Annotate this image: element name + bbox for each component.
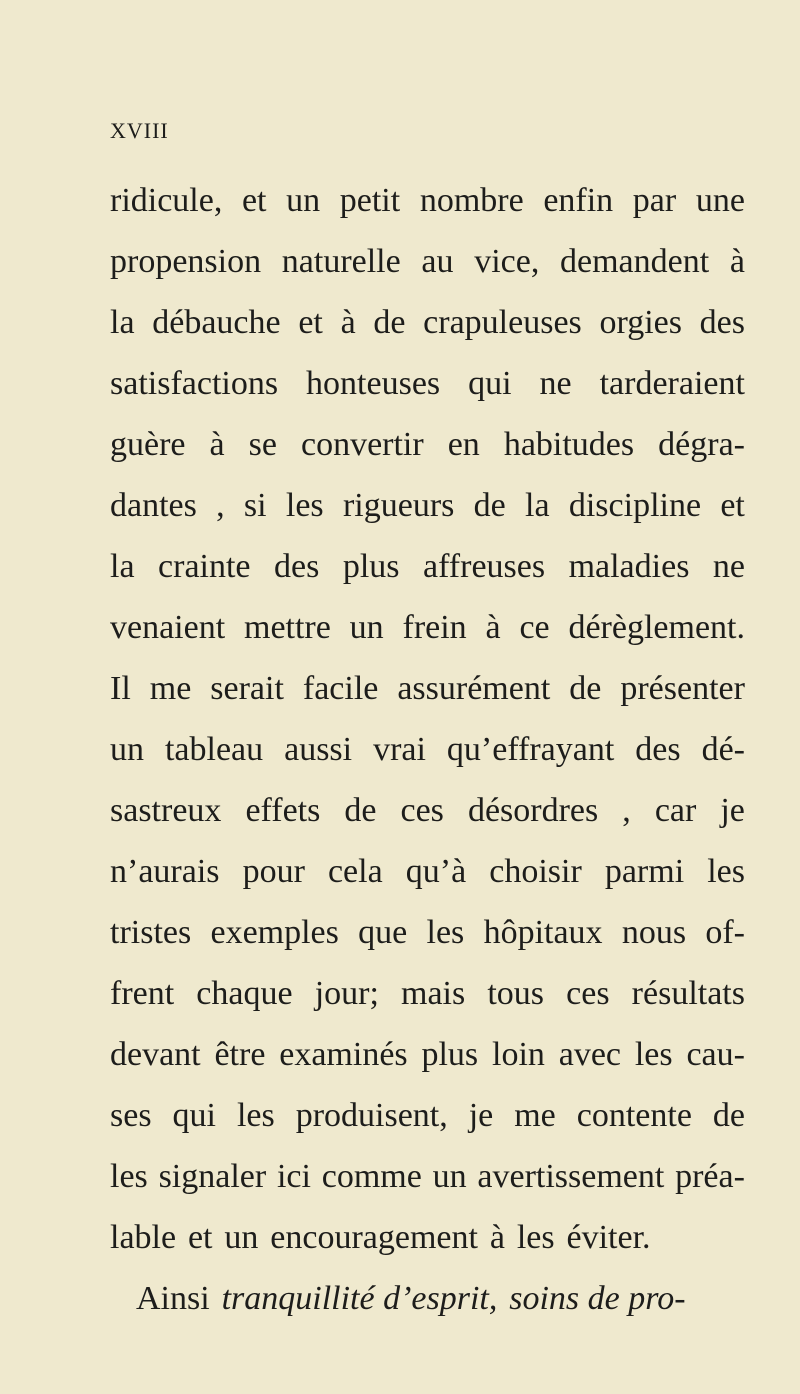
word: mettre — [244, 609, 331, 646]
word: devant — [110, 1036, 201, 1073]
word: et — [720, 487, 745, 524]
word: de — [344, 792, 377, 829]
word: être — [214, 1036, 266, 1073]
word: lable — [110, 1219, 177, 1256]
word: la — [110, 548, 135, 585]
word: les — [426, 914, 465, 951]
word: crapuleuses — [423, 304, 582, 341]
word: à — [729, 243, 745, 280]
word: un — [110, 731, 144, 768]
word: des — [274, 548, 320, 585]
word: examinés — [279, 1036, 408, 1073]
word: qui — [468, 365, 512, 402]
word: demandent — [560, 243, 710, 280]
text-line — [110, 1085, 745, 1146]
word: assurément — [397, 670, 551, 707]
text-line — [110, 475, 745, 536]
text-line — [110, 658, 745, 719]
word: à — [340, 304, 356, 341]
word: hôpitaux — [483, 914, 603, 951]
text-line — [110, 536, 745, 597]
word: tristes — [110, 914, 192, 951]
word: Il — [110, 670, 131, 707]
word: crainte — [158, 548, 251, 585]
word: dé- — [701, 731, 745, 768]
word: débauche — [152, 304, 281, 341]
word: sastreux — [110, 792, 222, 829]
word: produisent, — [295, 1097, 448, 1134]
word: satisfactions — [110, 365, 279, 402]
word: naturelle — [281, 243, 401, 280]
text-line — [110, 414, 745, 475]
text-line — [110, 1146, 745, 1207]
word: se — [248, 426, 277, 463]
word: venaient — [110, 609, 226, 646]
word: je — [468, 1097, 494, 1134]
word: cau- — [686, 1036, 745, 1073]
word: facile — [302, 670, 379, 707]
text-line — [110, 353, 745, 414]
word: ridicule, — [110, 182, 223, 219]
word: de — [712, 1097, 745, 1134]
word: les — [236, 1097, 275, 1134]
word: rigueurs — [342, 487, 455, 524]
word: pour — [242, 853, 305, 890]
word: , — [216, 487, 225, 524]
word: orgies — [599, 304, 682, 341]
word: chaque — [196, 975, 293, 1012]
word: la — [525, 487, 550, 524]
word: une — [695, 182, 745, 219]
word: comme — [321, 1158, 422, 1195]
word: maladies — [568, 548, 690, 585]
word: frein — [402, 609, 467, 646]
word: contente — [576, 1097, 692, 1134]
word: avertissement — [477, 1158, 665, 1195]
word: avec — [558, 1036, 622, 1073]
word: ses — [110, 1097, 152, 1134]
word: à — [209, 426, 225, 463]
word: en — [447, 426, 480, 463]
word: et — [187, 1219, 213, 1256]
word: petit — [339, 182, 401, 219]
word: préa- — [675, 1158, 745, 1195]
word: un — [224, 1219, 259, 1256]
word: choisir — [489, 853, 582, 890]
word: of- — [705, 914, 745, 951]
paragraph — [110, 170, 745, 1329]
word: propension — [110, 243, 262, 280]
word: ne — [712, 548, 745, 585]
word: dantes — [110, 487, 197, 524]
word: me — [514, 1097, 556, 1134]
word: présenter — [620, 670, 745, 707]
word: ici — [276, 1158, 311, 1195]
word: convertir — [300, 426, 424, 463]
text-line — [110, 170, 745, 231]
text-line — [110, 841, 745, 902]
word: un — [432, 1158, 467, 1195]
word: effets — [245, 792, 321, 829]
word: nombre — [419, 182, 524, 219]
word: car — [654, 792, 697, 829]
word: les — [516, 1219, 555, 1256]
word: tarderaient — [599, 365, 745, 402]
word: exemples — [210, 914, 339, 951]
word: les — [707, 853, 745, 890]
word: les — [110, 1158, 148, 1195]
word: des — [635, 731, 681, 768]
word: aussi — [284, 731, 353, 768]
text-line — [110, 719, 745, 780]
word: par — [632, 182, 677, 219]
text-line — [110, 902, 745, 963]
word: me — [149, 670, 192, 707]
word: enfin — [543, 182, 614, 219]
word: , — [622, 792, 631, 829]
text-line — [110, 1024, 745, 1085]
word: qui — [172, 1097, 216, 1134]
word: tableau — [164, 731, 264, 768]
word: dérèglement. — [568, 609, 745, 646]
word: qu’à — [405, 853, 467, 890]
word: de — [373, 304, 406, 341]
word: à — [489, 1219, 505, 1256]
word: les — [634, 1036, 673, 1073]
word: désordres — [467, 792, 599, 829]
text-line — [110, 780, 745, 841]
word: plus — [421, 1036, 479, 1073]
word: n’aurais — [110, 853, 220, 890]
word: un — [349, 609, 384, 646]
word: des — [699, 304, 745, 341]
word: et — [298, 304, 323, 341]
word: résultats — [631, 975, 745, 1012]
word: de — [569, 670, 602, 707]
word: signaler — [158, 1158, 267, 1195]
word: nous — [621, 914, 687, 951]
text-line — [110, 1207, 745, 1268]
word: et — [241, 182, 267, 219]
word: cela — [327, 853, 383, 890]
text-line-final — [110, 1268, 745, 1329]
page-number: XVIII — [110, 118, 169, 143]
word: un — [286, 182, 321, 219]
word: qu’effrayant — [446, 731, 615, 768]
word: loin — [492, 1036, 545, 1073]
word: que — [358, 914, 408, 951]
word: à — [485, 609, 501, 646]
word: ces — [400, 792, 444, 829]
word: je — [720, 792, 745, 829]
final-line-lead: Ainsi — [136, 1280, 210, 1317]
word: la — [110, 304, 135, 341]
text-line — [110, 231, 745, 292]
word: dégra- — [658, 426, 745, 463]
word: tous — [487, 975, 545, 1012]
word: vrai — [373, 731, 426, 768]
word: les — [285, 487, 324, 524]
word: si — [243, 487, 267, 524]
word: mais — [401, 975, 466, 1012]
word: habitudes — [503, 426, 635, 463]
word: de — [473, 487, 506, 524]
word: ce — [519, 609, 550, 646]
word: frent — [110, 975, 175, 1012]
word: discipline — [568, 487, 702, 524]
word: jour; — [314, 975, 379, 1012]
word: au — [421, 243, 454, 280]
word: encouragement — [270, 1219, 478, 1256]
word: honteuses — [306, 365, 441, 402]
final-line-italic-1: tranquillité d’esprit, — [221, 1280, 498, 1317]
word: vice, — [474, 243, 540, 280]
text-line — [110, 292, 745, 353]
word: éviter. — [566, 1219, 651, 1256]
word: parmi — [604, 853, 685, 890]
word: ne — [539, 365, 572, 402]
word: guère — [110, 426, 186, 463]
word: plus — [342, 548, 400, 585]
word: ces — [566, 975, 610, 1012]
word: serait — [210, 670, 284, 707]
word: affreuses — [423, 548, 546, 585]
text-line — [110, 963, 745, 1024]
final-line-italic-2: soins de pro- — [509, 1280, 686, 1317]
text-line — [110, 597, 745, 658]
